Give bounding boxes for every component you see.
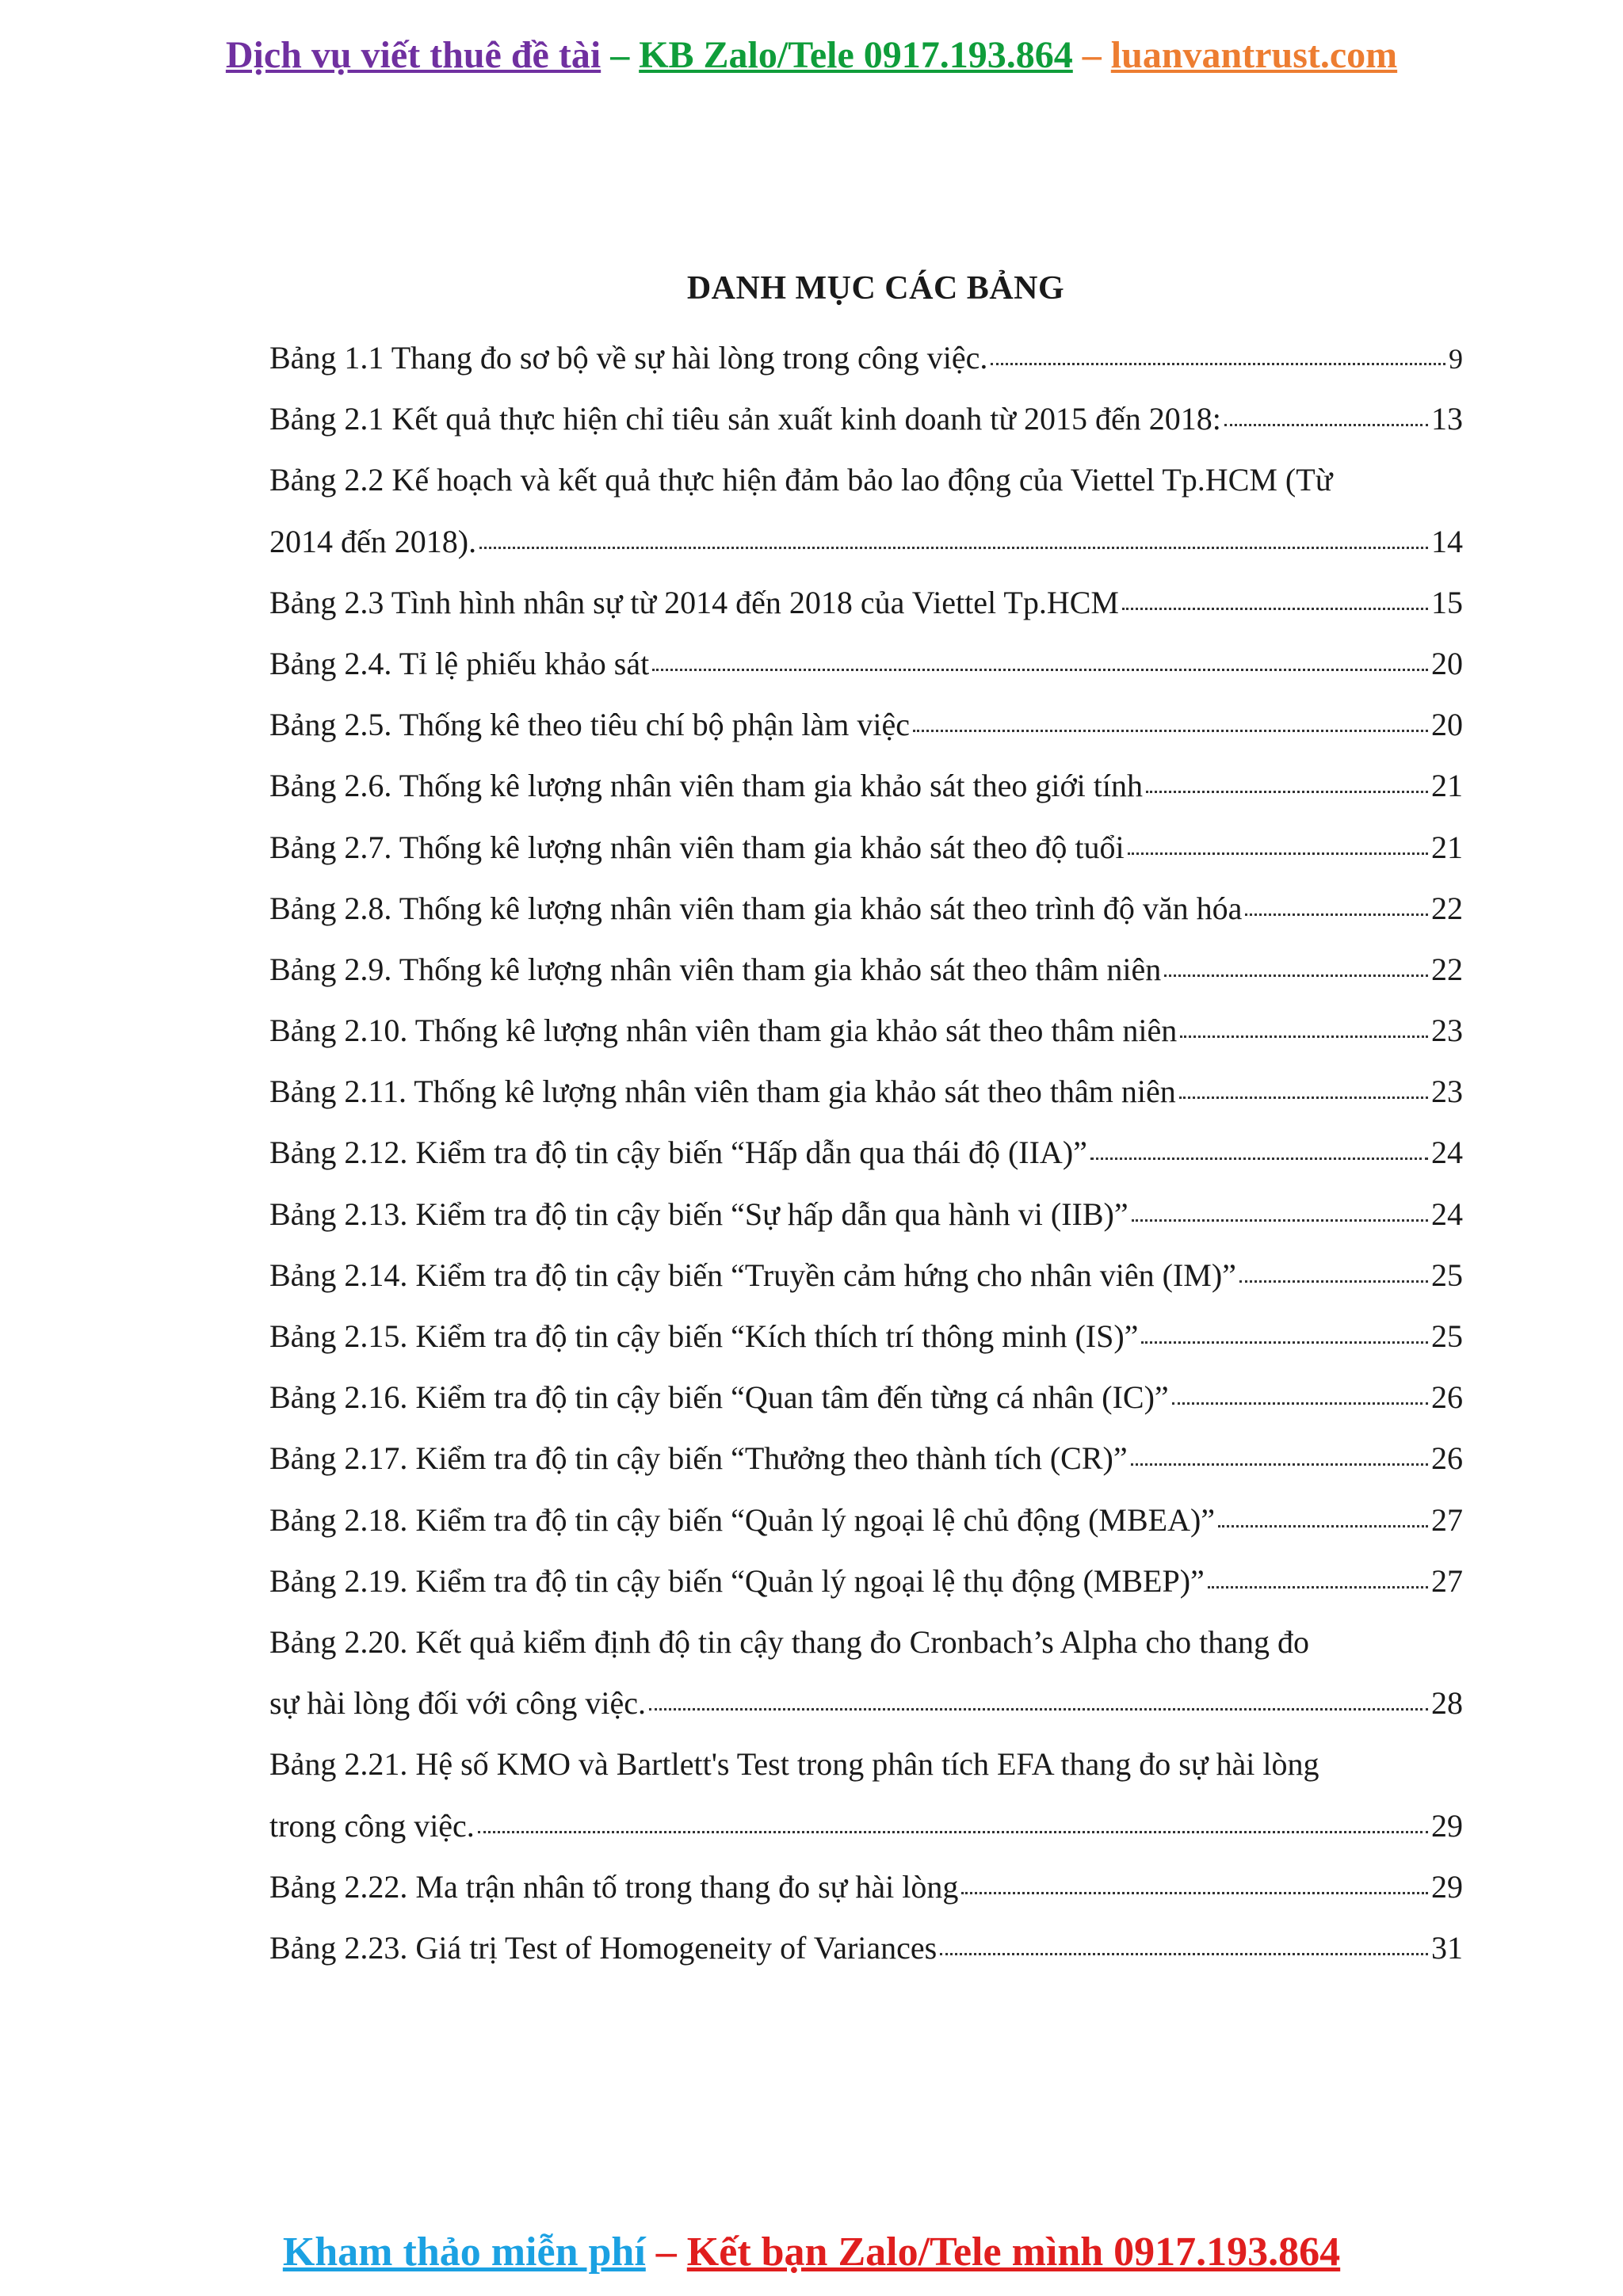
dot-leader (961, 1892, 1428, 1894)
table-of-contents (269, 327, 1463, 1978)
dot-leader (1245, 913, 1428, 916)
toc-entry (269, 1856, 1463, 1917)
dot-leader (1146, 791, 1428, 793)
toc-entry-text: Bảng 1.1 Thang đo sơ bộ về sự hài lòng trong công việc. (269, 340, 988, 376)
toc-entry-text: Bảng 2.1 Kết quả thực hiện chỉ tiêu sản xuất kinh doanh từ 2015 đến 2018: (269, 401, 1221, 437)
page-title: DANH MỤC CÁC BẢNG (686, 270, 1065, 307)
toc-entry (269, 817, 1463, 878)
header-contact-link[interactable]: KB Zalo/Tele 0917.193.864 (639, 34, 1073, 76)
toc-entry-text: Bảng 2.23. Giá trị Test of Homogeneity of Variances (269, 1929, 938, 1966)
toc-entry-text: Bảng 2.7. Thống kê lượng nhân viên tham gia khảo sát theo độ tuổi (269, 829, 1125, 865)
toc-entry (269, 1122, 1463, 1183)
toc-entry (269, 1550, 1463, 1611)
toc-page-number: 26 (1431, 1440, 1463, 1477)
toc-entry (269, 1184, 1463, 1245)
dot-leader (1132, 1219, 1428, 1222)
footer-free-link[interactable]: Kham thảo miễn phí (282, 2229, 646, 2275)
toc-entry (269, 388, 1463, 449)
header-website-link[interactable]: luanvantrust.com (1110, 34, 1398, 76)
toc-entry-text: Bảng 2.19. Kiểm tra độ tin cậy biến “Quản lý ngoại lệ thụ động (MBEP)” (269, 1562, 1205, 1599)
toc-entry (269, 1306, 1463, 1367)
toc-entry (269, 694, 1463, 755)
dot-leader (1131, 1463, 1428, 1466)
toc-entry (269, 1672, 1463, 1733)
dot-leader (1141, 1341, 1428, 1344)
toc-page-number: 15 (1431, 584, 1463, 620)
dot-leader (1172, 1402, 1428, 1405)
toc-entry-text: Bảng 2.13. Kiểm tra độ tin cậy biến “Sự hấp dẫn qua hành vi (IIB)” (269, 1196, 1128, 1232)
toc-page-number: 20 (1431, 645, 1463, 681)
toc-entry-line (269, 1611, 1463, 1672)
toc-entry (269, 755, 1463, 816)
dot-leader (1128, 852, 1428, 855)
toc-page-number: 20 (1431, 707, 1463, 743)
toc-entry (269, 1367, 1463, 1428)
toc-page-number: 26 (1431, 1379, 1463, 1416)
toc-entry (269, 878, 1463, 939)
toc-entry (269, 572, 1463, 633)
dot-leader (1164, 974, 1428, 977)
dot-leader (1180, 1035, 1428, 1038)
footer-contact-link[interactable]: Kết bạn Zalo/Tele mình 0917.193.864 (686, 2229, 1341, 2275)
dot-leader (649, 1708, 1428, 1711)
toc-page-number: 9 (1449, 343, 1463, 375)
toc-entry-text: Bảng 2.6. Thống kê lượng nhân viên tham gia khảo sát theo giới tính (269, 768, 1143, 804)
dot-leader (1208, 1586, 1428, 1589)
toc-page-number: 24 (1431, 1196, 1463, 1232)
toc-entry-text: 2014 đến 2018). (269, 523, 477, 559)
toc-entry-text: Bảng 2.18. Kiểm tra độ tin cậy biến “Quản lý ngoại lệ chủ động (MBEA)” (269, 1501, 1216, 1538)
header-banner (0, 30, 1623, 81)
toc-entry-text: Bảng 2.14. Kiểm tra độ tin cậy biến “Truyền cảm hứng cho nhân viên (IM)” (269, 1257, 1236, 1293)
toc-entry-line (269, 449, 1463, 510)
toc-entry-text: sự hài lòng đối với công việc. (269, 1685, 646, 1722)
toc-entry-text: Bảng 2.3 Tình hình nhân sự từ 2014 đến 2018 của Viettel Tp.HCM (269, 584, 1119, 620)
dot-leader (913, 730, 1428, 732)
dot-leader (940, 1953, 1428, 1955)
toc-entry-line (269, 1733, 1463, 1794)
dot-leader (1224, 424, 1428, 426)
toc-page-number: 21 (1431, 829, 1463, 865)
toc-entry-text: Bảng 2.22. Ma trận nhân tố trong thang đo sự hài lòng (269, 1868, 959, 1905)
toc-page-number: 25 (1431, 1257, 1463, 1293)
toc-page-number: 29 (1431, 1868, 1463, 1905)
toc-entry-text: Bảng 2.10. Thống kê lượng nhân viên tham gia khảo sát theo thâm niên (269, 1013, 1178, 1049)
toc-entry-text: Bảng 2.9. Thống kê lượng nhân viên tham gia khảo sát theo thâm niên (269, 951, 1162, 987)
toc-entry (269, 1245, 1463, 1306)
toc-page-number: 29 (1431, 1807, 1463, 1844)
toc-entry (269, 1428, 1463, 1489)
dot-leader (1090, 1158, 1428, 1160)
toc-entry (269, 1061, 1463, 1122)
toc-entry (269, 1489, 1463, 1550)
toc-entry-text: Bảng 2.12. Kiểm tra độ tin cậy biến “Hấp dẫn qua thái độ (IIA)” (269, 1135, 1087, 1171)
dot-leader (652, 669, 1428, 671)
toc-entry-text: Bảng 2.11. Thống kê lượng nhân viên tham gia khảo sát theo thâm niên (269, 1074, 1176, 1110)
toc-entry (269, 1795, 1463, 1856)
toc-entry-text: Bảng 2.8. Thống kê lượng nhân viên tham gia khảo sát theo trình độ văn hóa (269, 890, 1243, 926)
toc-entry-text: Bảng 2.21. Hệ số KMO và Bartlett's Test trong phân tích EFA thang đo sự hài lòng (269, 1746, 1319, 1783)
footer-banner (0, 2225, 1623, 2280)
toc-page-number: 22 (1431, 890, 1463, 926)
toc-entry-text: Bảng 2.5. Thống kê theo tiêu chí bộ phận làm việc (269, 707, 910, 743)
dot-leader (991, 363, 1445, 365)
toc-entry (269, 1000, 1463, 1061)
dot-leader (1122, 608, 1428, 610)
dot-leader (1179, 1097, 1428, 1099)
header-separator: – (1072, 34, 1111, 76)
toc-entry (269, 633, 1463, 694)
toc-page-number: 21 (1431, 768, 1463, 804)
toc-page-number: 14 (1431, 523, 1463, 559)
toc-page-number: 27 (1431, 1501, 1463, 1538)
toc-entry (269, 1917, 1463, 1978)
toc-entry-text: Bảng 2.15. Kiểm tra độ tin cậy biến “Kích thích trí thông minh (IS)” (269, 1318, 1139, 1354)
toc-entry-text: Bảng 2.2 Kế hoạch và kết quả thực hiện đảm bảo lao động của Viettel Tp.HCM (Từ (269, 462, 1333, 498)
header-service-link[interactable]: Dịch vụ viết thuê đề tài (225, 34, 601, 76)
toc-page-number: 25 (1431, 1318, 1463, 1354)
toc-page-number: 24 (1431, 1135, 1463, 1171)
header-separator: – (601, 34, 640, 76)
toc-entry-text: Bảng 2.20. Kết quả kiểm định độ tin cậy thang đo Cronbach’s Alpha cho thang đo (269, 1623, 1309, 1660)
dot-leader (1239, 1280, 1428, 1283)
toc-entry (269, 511, 1463, 572)
toc-page-number: 23 (1431, 1013, 1463, 1049)
toc-page-number: 28 (1431, 1685, 1463, 1722)
toc-entry (269, 327, 1463, 388)
toc-page-number: 27 (1431, 1562, 1463, 1599)
dot-leader (478, 1831, 1428, 1833)
toc-page-number: 31 (1431, 1929, 1463, 1966)
toc-entry-text: Bảng 2.16. Kiểm tra độ tin cậy biến “Quan tâm đến từng cá nhân (IC)” (269, 1379, 1169, 1416)
toc-entry-text: trong công việc. (269, 1807, 475, 1844)
toc-entry-text: Bảng 2.17. Kiểm tra độ tin cậy biến “Thưởng theo thành tích (CR)” (269, 1440, 1128, 1477)
dot-leader (479, 547, 1428, 549)
toc-page-number: 13 (1431, 401, 1463, 437)
toc-entry-text: Bảng 2.4. Tỉ lệ phiếu khảo sát (269, 645, 650, 681)
toc-entry (269, 939, 1463, 1000)
toc-page-number: 22 (1431, 951, 1463, 987)
toc-page-number: 23 (1431, 1074, 1463, 1110)
dot-leader (1218, 1525, 1428, 1527)
footer-separator: – (645, 2229, 687, 2275)
